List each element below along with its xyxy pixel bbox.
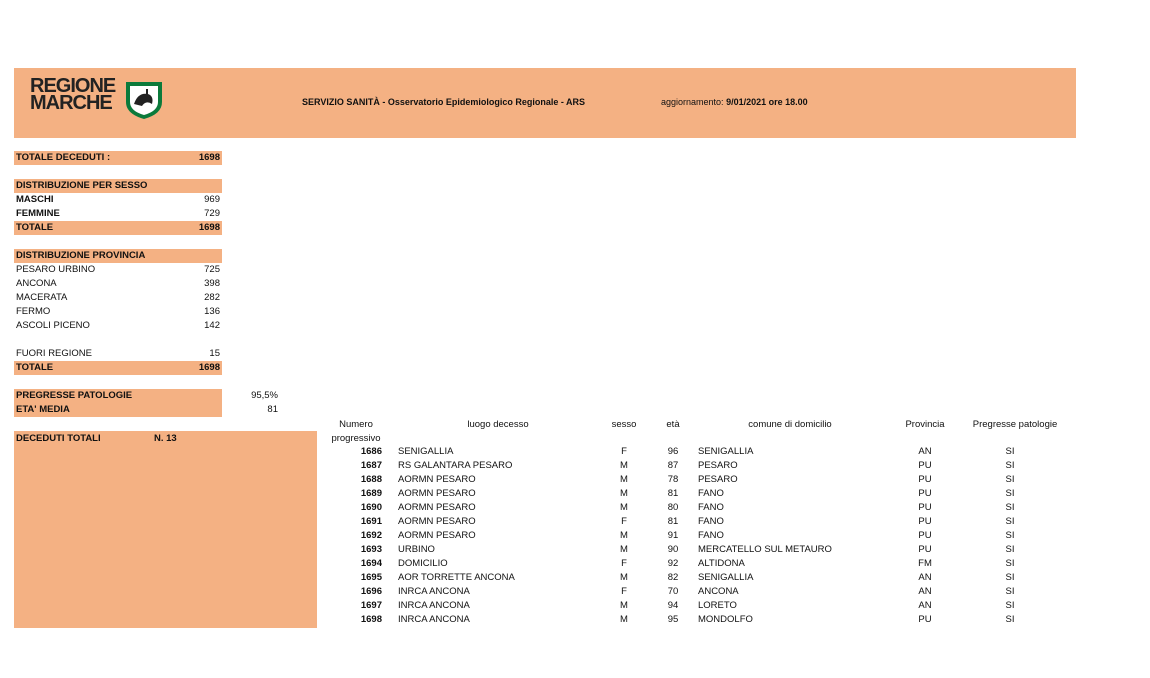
row-sesso: F [621,558,627,569]
row-provincia: PU [918,502,932,513]
fuori-regione-row [14,347,222,361]
row-patologie: SI [1005,544,1015,555]
row-patologie: SI [1005,502,1015,513]
row-numero: 1686 [360,446,382,457]
eta-media-row [14,403,222,417]
provincia-label: PESARO URBINO [16,264,96,275]
row-numero: 1690 [360,502,382,513]
patologie-row [14,389,222,403]
header-numero-line1: Numero [339,419,373,430]
row-comune: ANCONA [698,586,739,597]
provincia-row [14,305,222,319]
row-comune: FANO [698,530,724,541]
row-numero: 1694 [360,558,382,569]
row-eta: 82 [667,572,679,583]
update-label: aggiornamento: [661,97,724,107]
row-eta: 81 [667,488,679,499]
logo-line-1: REGIONE [30,75,116,97]
row-luogo: DOMICILIO [398,558,448,569]
header-patologie: Pregresse patologie [972,419,1058,430]
row-provincia: AN [918,572,932,583]
row-patologie: SI [1005,460,1015,471]
row-luogo: URBINO [398,544,435,555]
sesso-label: FEMMINE [16,208,60,219]
row-sesso: M [620,614,628,625]
row-eta: 95 [667,614,679,625]
row-sesso: F [621,516,627,527]
sesso-value: 1698 [198,222,220,233]
row-comune: MERCATELLO SUL METAURO [698,544,832,555]
provincia-value: 142 [204,320,220,331]
provincia-label: ASCOLI PICENO [16,320,90,331]
row-sesso: M [620,502,628,513]
row-comune: SENIGALLIA [698,446,754,457]
row-eta: 78 [667,474,679,485]
header-provincia: Provincia [905,419,945,430]
row-provincia: PU [918,460,932,471]
totale-deceduti-row [14,151,222,165]
row-sesso: M [620,544,628,555]
row-comune: FANO [698,488,724,499]
row-luogo: AORMN PESARO [398,516,476,527]
row-comune: ALTIDONA [698,558,745,569]
row-comune: FANO [698,502,724,513]
header-banner [14,68,1076,138]
provincia-totale-label: TOTALE [16,362,54,373]
row-provincia: PU [918,488,932,499]
provincia-row [14,291,222,305]
row-patologie: SI [1005,558,1015,569]
totale-deceduti-value: 1698 [198,152,220,163]
row-eta: 92 [667,558,679,569]
shield-icon [124,80,164,120]
regione-marche-logo [30,75,170,122]
row-provincia: PU [918,530,932,541]
row-numero: 1692 [360,530,382,541]
row-comune: FANO [698,516,724,527]
provincia-value: 398 [204,278,220,289]
provincia-totale-row [14,361,222,375]
provincia-value: 136 [204,306,220,317]
provincia-label: ANCONA [16,278,57,289]
fuori-regione-label: FUORI REGIONE [16,348,93,359]
provincia-row [14,263,222,277]
row-comune: MONDOLFO [698,614,753,625]
row-provincia: PU [918,544,932,555]
row-luogo: AORMN PESARO [398,502,476,513]
row-numero: 1698 [360,614,382,625]
row-luogo: AORMN PESARO [398,474,476,485]
update-value: 9/01/2021 ore 18.00 [726,97,808,107]
row-patologie: SI [1005,488,1015,499]
sesso-row-femmine [14,207,222,221]
row-numero: 1696 [360,586,382,597]
sesso-title-row [14,179,222,193]
row-patologie: SI [1005,586,1015,597]
service-title: SERVIZIO SANITÀ - Osservatorio Epidemiologico Regionale - ARS [302,97,586,107]
provincia-row [14,277,222,291]
row-comune: SENIGALLIA [698,572,754,583]
provincia-row [14,319,222,333]
header-comune: comune di domicilio [748,419,832,430]
provincia-value: 725 [204,264,220,275]
row-numero: 1689 [360,488,382,499]
row-comune: PESARO [698,460,738,471]
row-provincia: AN [918,600,932,611]
fuori-regione-value: 15 [209,348,220,359]
sesso-row-maschi [14,193,222,207]
row-numero: 1697 [360,600,382,611]
provincia-label: FERMO [16,306,51,317]
row-numero: 1695 [360,572,382,583]
row-numero: 1691 [360,516,382,527]
provincia-title: DISTRIBUZIONE PROVINCIA [16,250,146,261]
provincia-label: MACERATA [16,292,68,303]
row-sesso: M [620,488,628,499]
row-numero: 1693 [360,544,382,555]
sesso-label: MASCHI [16,194,54,205]
row-provincia: AN [918,586,932,597]
patologie-value: 95,5% [251,390,278,401]
sesso-value: 969 [204,194,220,205]
deceduti-totali-value: N. 13 [154,433,177,444]
provincia-totale-value: 1698 [198,362,220,373]
totale-deceduti-label: TOTALE DECEDUTI : [16,152,111,163]
update-info [661,97,808,107]
header-luogo: luogo decesso [467,419,529,430]
row-luogo: AOR TORRETTE ANCONA [398,572,515,583]
header-eta: età [666,419,680,430]
row-eta: 70 [667,586,679,597]
row-eta: 90 [667,544,679,555]
row-sesso: M [620,460,628,471]
row-comune: PESARO [698,474,738,485]
row-provincia: PU [918,516,932,527]
row-patologie: SI [1005,572,1015,583]
deceduti-totali-box [14,431,317,628]
row-luogo: INRCA ANCONA [398,586,470,597]
row-patologie: SI [1005,530,1015,541]
sesso-label: TOTALE [16,222,54,233]
row-luogo: AORMN PESARO [398,530,476,541]
header-numero-line2: progressivo [331,433,381,444]
row-luogo: SENIGALLIA [398,446,454,457]
row-eta: 87 [667,460,679,471]
row-comune: LORETO [698,600,737,611]
row-luogo: AORMN PESARO [398,488,476,499]
deceduti-totali-label: DECEDUTI TOTALI [16,433,101,444]
logo-line-2: MARCHE [30,92,112,114]
row-luogo: INRCA ANCONA [398,600,470,611]
row-sesso: F [621,446,627,457]
row-numero: 1687 [360,460,382,471]
row-provincia: AN [918,446,932,457]
row-provincia: FM [918,558,932,569]
header-numero [330,418,382,446]
row-patologie: SI [1005,446,1015,457]
row-luogo: RS GALANTARA PESARO [398,460,513,471]
row-eta: 94 [667,600,679,611]
row-provincia: PU [918,474,932,485]
row-eta: 80 [667,502,679,513]
eta-media-label: ETA' MEDIA [16,404,70,415]
provincia-value: 282 [204,292,220,303]
row-eta: 96 [667,446,679,457]
header-sesso: sesso [611,419,637,430]
patologie-label: PREGRESSE PATOLOGIE [16,390,133,401]
row-provincia: PU [918,614,932,625]
eta-media-value: 81 [267,404,278,415]
provincia-title-row [14,249,222,263]
row-patologie: SI [1005,516,1015,527]
row-patologie: SI [1005,474,1015,485]
logo-wordmark [30,75,116,114]
sesso-value: 729 [204,208,220,219]
row-sesso: M [620,600,628,611]
sesso-title: DISTRIBUZIONE PER SESSO [16,180,148,191]
sesso-row-totale [14,221,222,235]
row-sesso: M [620,572,628,583]
row-sesso: M [620,474,628,485]
row-numero: 1688 [360,474,382,485]
row-luogo: INRCA ANCONA [398,614,470,625]
row-patologie: SI [1005,600,1015,611]
row-sesso: M [620,530,628,541]
row-eta: 91 [667,530,679,541]
row-eta: 81 [667,516,679,527]
row-sesso: F [621,586,627,597]
row-patologie: SI [1005,614,1015,625]
